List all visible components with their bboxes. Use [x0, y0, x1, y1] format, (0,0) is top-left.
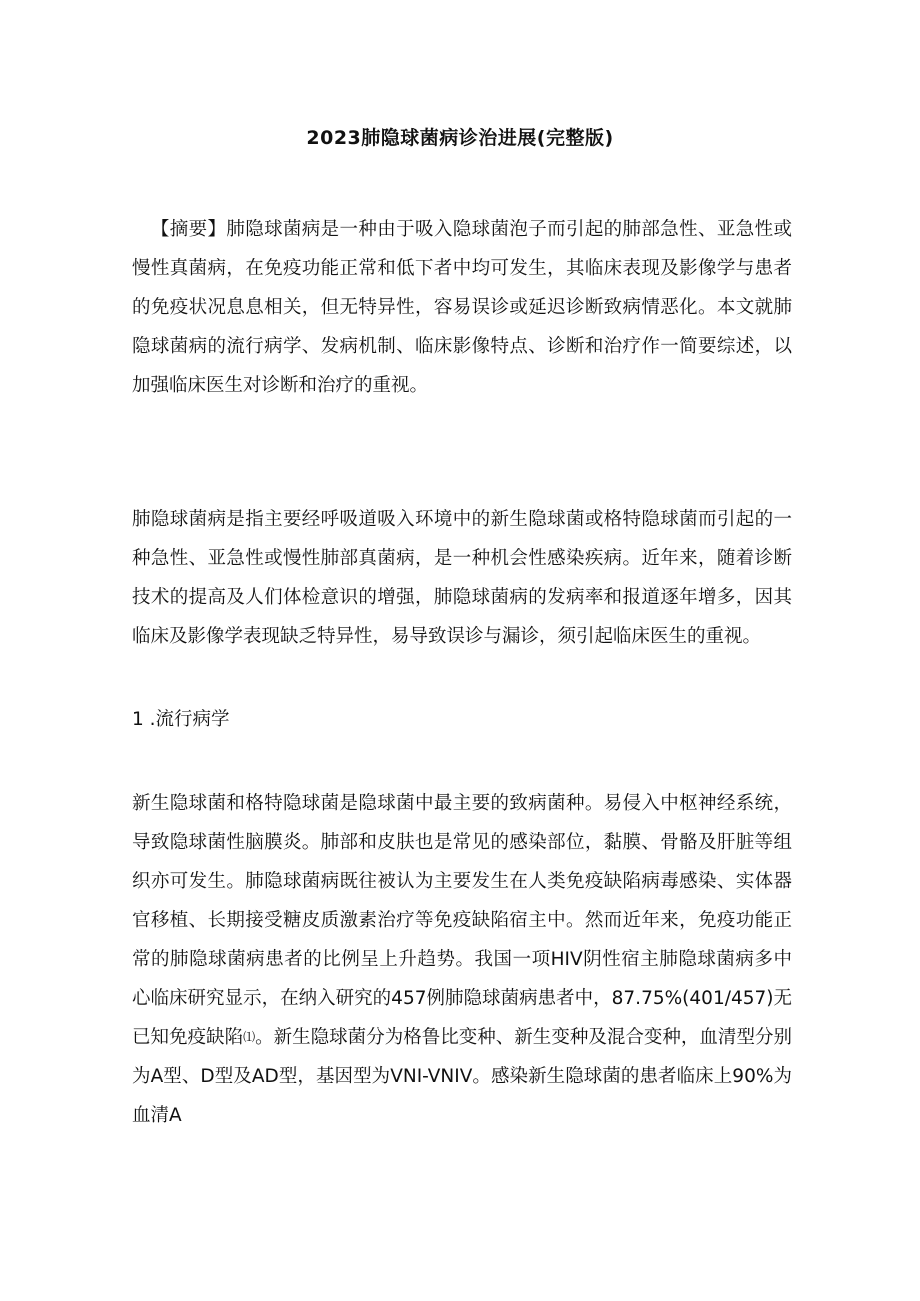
- section-heading-epidemiology: 1 .流行病学: [132, 709, 230, 730]
- abstract-paragraph: [132, 210, 792, 405]
- epidemiology-text-part1: 新生隐球菌和格特隐球菌是隐球菌中最主要的致病菌种。易侵入中枢神经系统，导致隐球菌性脑膜炎。肺部和皮肤也是常见的感染部位，黏膜、骨骼及肝脏等组织亦可发生。肺隐球菌病既往被认为主要发生在人类免疫缺陷病毒感染、实体器官移植、长期接受糖皮质激素治疗等免疫缺陷宿主中。然而近年来，免疫功能正常的肺隐球菌病患者的比例呈上升趋势。我国一项HIV阴性宿主肺隐球菌病多中心临床研究显示，在纳入研究的457例肺隐球菌病患者中，87.75%(401/457)无已知免疫缺陷: [132, 793, 792, 1048]
- abstract-tag: 【摘要】: [150, 219, 227, 240]
- reference-marker[interactable]: ⑴: [243, 1030, 256, 1044]
- epidemiology-paragraph: [132, 784, 792, 1135]
- abstract-body: 肺隐球菌病是一种由于吸入隐球菌泡子而引起的肺部急性、亚急性或慢性真菌病，在免疫功能正常和低下者中均可发生，其临床表现及影像学与患者的免疫状况息息相关，但无特异性，容易误诊或延迟诊断致病情恶化。本文就肺隐球菌病的流行病学、发病机制、临床影像特点、诊断和治疗作一简要综述，以加强临床医生对诊断和治疗的重视。: [132, 219, 792, 396]
- intro-paragraph: 肺隐球菌病是指主要经呼吸道吸入环境中的新生隐球菌或格特隐球菌而引起的一种急性、亚急性或慢性肺部真菌病，是一种机会性感染疾病。近年来，随着诊断技术的提高及人们体检意识的增强，肺隐球菌病的发病率和报道逐年增多，因其临床及影像学表现缺乏特异性，易导致误诊与漏诊，须引起临床医生的重视。: [132, 509, 792, 647]
- epidemiology-text-part2: 。新生隐球菌分为格鲁比变种、新生变种及混合变种，血清型分别为A型、D型及AD型，基因型为VNI-VNIV。感染新生隐球菌的患者临床上90%为血清A: [132, 1027, 792, 1126]
- document-title: 2023肺隐球菌病诊治进展(完整版): [306, 127, 614, 149]
